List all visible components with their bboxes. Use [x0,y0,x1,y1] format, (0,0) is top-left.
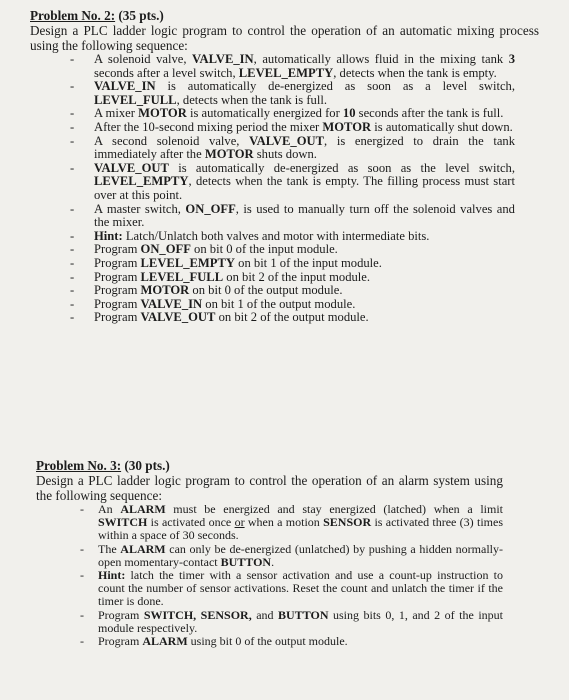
dash-bullet: - [80,541,84,556]
text: After the 10-second mixing period the mixer [94,119,323,134]
term: VALVE_OUT [94,160,169,175]
dash-bullet: - [70,255,75,270]
list-item [0,569,569,609]
text: Program [94,242,141,257]
text: , detects when the tank is full. [176,92,327,107]
text: latch the timer with a sensor activation and use a count-up instruction to count the number of sensor activations. Reset the count and unlatch the timer if the timer is done. [98,568,503,609]
text: Latch/Unlatch both valves and motor with intermediate bits. [122,228,430,243]
dash-bullet: - [80,634,84,649]
term: MOTOR [138,106,187,121]
list-item [0,121,569,135]
text: seconds after a level switch, [94,65,239,80]
problem-2-steps [0,53,569,325]
dash-bullet: - [70,269,75,284]
term: VALVE_OUT [249,133,325,148]
term: LEVEL_EMPTY [238,65,334,80]
list-item [0,135,569,162]
list-item [0,53,569,80]
problem-3-title [36,458,569,473]
term: VALVE_IN [94,79,156,94]
term: SWITCH [98,515,148,530]
list-item [0,635,569,648]
text: shuts down. [253,147,317,162]
text: Program [98,634,143,649]
hint-label: Hint: [94,228,123,243]
term: ALARM [142,634,188,649]
text: on bit 1 of the output module. [202,296,356,311]
dash-bullet: - [80,568,84,583]
term: 10 [342,106,356,121]
text: using bit 0 of the output module. [187,634,348,649]
problem-3-steps [0,503,569,648]
dash-bullet: - [70,52,75,66]
term: VALVE_IN [140,296,203,311]
text: on bit 2 of the input module. [223,269,371,284]
text: is automatically de-energized as soon as the level switch, [168,160,515,175]
term: BUTTON [278,607,329,622]
dash-bullet: - [70,160,75,175]
text: Program [94,283,141,298]
term: BUTTON [220,554,272,569]
problem-2-points: (35 pts.) [115,8,164,23]
hint-label: Hint: [98,568,126,583]
text: Program [94,269,141,284]
dash-bullet: - [70,283,75,298]
list-item [0,284,569,298]
dash-bullet: - [70,242,75,257]
problem-3-intro: Design a PLC ladder logic program to control the operation of an alarm system using the following sequence: [36,473,503,503]
text: using bits 0, 1, and 2 of the input module respectively. [98,607,503,635]
term: VALVE_OUT [140,310,216,325]
list-item [0,271,569,285]
term: LEVEL_FULL [140,269,224,284]
term: LEVEL_FULL [94,92,177,107]
list-item [0,298,569,312]
list-item [0,230,569,244]
list-item [0,257,569,271]
text: must be energized and stay energized (latched) when a limit [165,502,503,516]
dash-bullet: - [70,228,75,243]
text: when a motion [244,515,324,530]
dash-bullet: - [70,310,75,325]
text: The [98,541,121,556]
text: A solenoid valve, [94,52,193,66]
text: , detects when the tank is empty. [333,65,497,80]
term: MOTOR [204,147,254,162]
term: LEVEL_EMPTY [94,174,189,189]
text: , detects when the tank is empty. The filling process must start over at this point. [94,174,515,202]
dash-bullet: - [70,133,75,148]
text: on bit 2 of the output module. [215,310,369,325]
text: , is energized to drain the tank immediately after the [94,133,515,162]
text: , is used to manually turn off the solenoid valves and the mixer. [94,201,515,230]
text: is activated once [147,515,235,530]
text: is automatically energized for [186,106,343,121]
list-item [0,203,569,230]
problem-3-label: Problem No. 3: [36,458,122,473]
term: 3 [508,52,515,66]
text: Program [94,310,141,325]
text: An [98,502,121,516]
term: SWITCH, SENSOR, [143,607,252,622]
term: ALARM [120,502,166,516]
problem-3 [0,458,569,648]
text: A master switch, [94,201,186,216]
problem-2-intro: Design a PLC ladder logic program to control the operation of an automatic mixing process using the following sequence: [30,23,539,53]
problem-2 [0,8,569,325]
text: is activated three (3) times within a space of 30 seconds. [98,515,503,543]
list-item [0,543,569,569]
text: A mixer [94,106,139,121]
dash-bullet: - [70,296,75,311]
dash-bullet: - [80,607,84,622]
list-item [0,80,569,107]
text: on bit 0 of the input module. [190,242,338,257]
term: MOTOR [140,283,190,298]
term: ON_OFF [140,242,191,257]
text: A second solenoid valve, [94,133,250,148]
dash-bullet: - [80,502,84,516]
list-item [0,107,569,121]
text: can only be de-energized (unlatched) by pushing a hidden normally-open momentary-contact [98,541,503,569]
text: is automatically de-energized as soon as a level switch, [155,79,515,94]
dash-bullet: - [70,201,75,216]
term: LEVEL_EMPTY [140,255,235,270]
dash-bullet: - [70,79,75,94]
text: is automatically shut down. [371,119,513,134]
text: . [271,554,275,569]
text: , automatically allows fluid in the mixing tank [253,52,509,66]
term: ALARM [120,541,166,556]
problem-2-label: Problem No. 2: [30,8,116,23]
list-item [0,609,569,635]
problem-2-title [30,8,569,23]
list-item [0,311,569,325]
list-item [0,243,569,257]
term: MOTOR [322,119,372,134]
dash-bullet: - [70,119,75,134]
term: SENSOR [323,515,372,530]
text: seconds after the tank is full. [355,106,504,121]
text: Program [98,607,144,622]
list-item [0,162,569,203]
text: Program [94,296,141,311]
emphasis: or [234,515,245,530]
text: on bit 0 of the output module. [189,283,343,298]
problem-3-points: (30 pts.) [121,458,170,473]
list-item [0,503,569,543]
term: VALVE_IN [192,52,254,66]
text: and [251,607,279,622]
dash-bullet: - [70,106,75,121]
text: on bit 1 of the input module. [235,255,382,270]
text: Program [94,255,141,270]
term: ON_OFF [185,201,236,216]
